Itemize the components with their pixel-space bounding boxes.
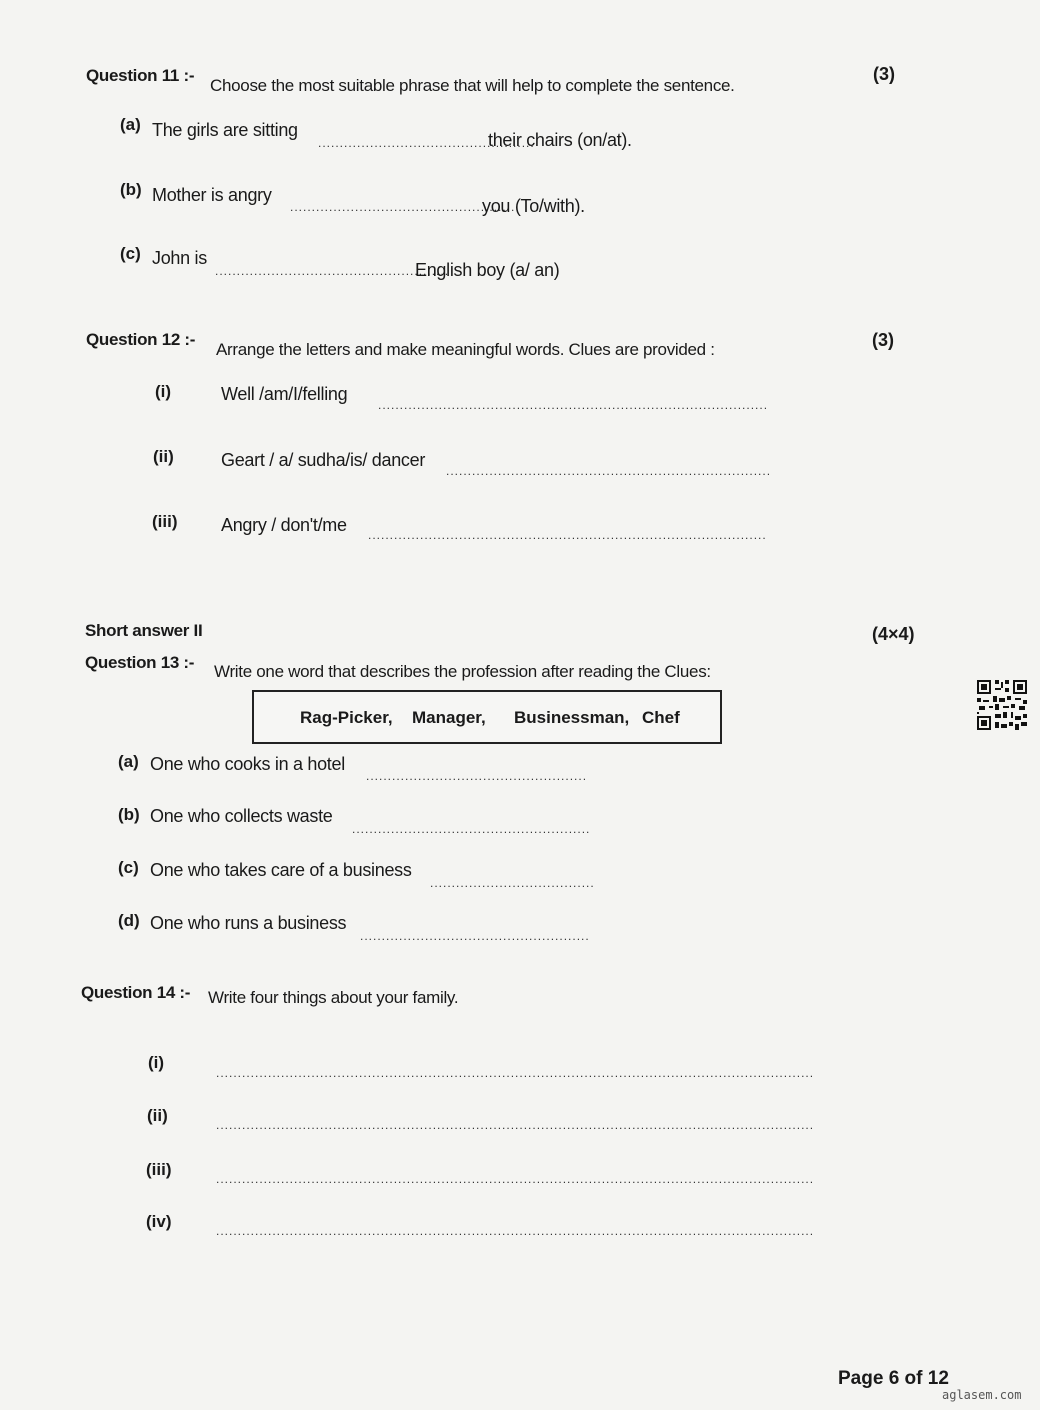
q11-item-b-blank[interactable]: .................................................... bbox=[290, 200, 516, 214]
q13-item-a-text: One who cooks in a hotel bbox=[150, 754, 345, 774]
q11-marks: (3) bbox=[873, 64, 895, 84]
clues-box bbox=[252, 690, 722, 744]
q12-marks: (3) bbox=[872, 330, 894, 350]
section-title: Short answer II bbox=[85, 621, 203, 640]
q11-item-a-after: their chairs (on/at). bbox=[488, 130, 632, 150]
q13-item-b-label: (b) bbox=[118, 805, 140, 824]
q14-item-ii-blank[interactable]: .......................................................................................................................................... bbox=[216, 1118, 815, 1132]
q11-prompt: Choose the most suitable phrase that will help to complete the sentence. bbox=[210, 76, 735, 95]
q14-item-iii-label: (iii) bbox=[146, 1160, 172, 1179]
q12-prompt: Arrange the letters and make meaningful words. Clues are provided : bbox=[216, 340, 715, 359]
q13-item-b-blank[interactable]: ....................................................... bbox=[352, 822, 591, 836]
q14-item-i-label: (i) bbox=[148, 1053, 165, 1072]
page-number: Page 6 of 12 bbox=[838, 1368, 949, 1389]
q12-item-ii-label: (ii) bbox=[153, 447, 174, 466]
qr-code-icon bbox=[977, 680, 1027, 730]
q11-item-b-before: Mother is angry bbox=[152, 185, 272, 205]
q13-prompt: Write one word that describes the profession after reading the Clues: bbox=[214, 662, 711, 681]
q14-item-iv-blank[interactable]: .......................................................................................................................................... bbox=[216, 1224, 815, 1238]
q12-item-i-blank[interactable]: .......................................................................................... bbox=[378, 398, 769, 412]
q11-item-c-before: John is bbox=[152, 248, 207, 268]
q12-item-ii-text: Geart / a/ sudha/is/ dancer bbox=[221, 450, 426, 470]
q12-item-iii-blank[interactable]: ............................................................................................ bbox=[368, 528, 767, 542]
q12-item-iii-label: (iii) bbox=[152, 512, 178, 531]
q13-item-d-blank[interactable]: ..................................................... bbox=[360, 929, 590, 943]
q11-item-c-after: English boy (a/ an) bbox=[415, 260, 560, 280]
q14-item-ii-label: (ii) bbox=[147, 1106, 168, 1125]
q14-item-iii-blank[interactable]: .......................................................................................................................................... bbox=[216, 1172, 815, 1186]
q13-item-d-label: (d) bbox=[118, 911, 140, 930]
q13-item-c-label: (c) bbox=[118, 858, 139, 877]
q12-item-i-text: Well /am/I/felling bbox=[221, 384, 348, 404]
section-marks: (4×4) bbox=[872, 624, 915, 644]
q12-item-i-label: (i) bbox=[155, 382, 172, 401]
q11-item-c-label: (c) bbox=[120, 244, 141, 263]
q13-item-c-text: One who takes care of a business bbox=[150, 860, 412, 880]
q11-item-a-before: The girls are sitting bbox=[152, 120, 298, 140]
q13-item-a-blank[interactable]: ................................................... bbox=[366, 769, 588, 783]
site-watermark: aglasem.com bbox=[942, 1388, 1022, 1402]
q12-item-ii-blank[interactable]: ........................................................................... bbox=[446, 464, 772, 478]
clue-businessman: Businessman, bbox=[514, 708, 630, 727]
q12-item-iii-text: Angry / don't/me bbox=[221, 515, 347, 535]
q14-item-i-blank[interactable]: .......................................................................................................................................... bbox=[216, 1066, 815, 1080]
q13-title: Question 13 :- bbox=[85, 653, 195, 672]
q14-title: Question 14 :- bbox=[81, 983, 191, 1002]
q11-title: Question 11 :- bbox=[86, 66, 195, 85]
q14-prompt: Write four things about your family. bbox=[208, 988, 459, 1007]
q13-item-d-text: One who runs a business bbox=[150, 913, 347, 933]
q13-item-b-text: One who collects waste bbox=[150, 806, 333, 826]
clue-rag-picker: Rag-Picker, bbox=[300, 708, 393, 727]
q13-item-a-label: (a) bbox=[118, 752, 139, 771]
clue-chef: Chef bbox=[642, 708, 680, 727]
q11-item-a-label: (a) bbox=[120, 115, 141, 134]
q12-title: Question 12 :- bbox=[86, 330, 196, 349]
q11-item-b-label: (b) bbox=[120, 180, 142, 199]
q11-item-a-blank[interactable]: .................................................. bbox=[318, 136, 535, 150]
q11-item-c-blank[interactable]: ...................................................... bbox=[215, 264, 450, 278]
q13-item-c-blank[interactable]: ...................................... bbox=[430, 876, 595, 890]
q11-item-b-after: you (To/with). bbox=[482, 196, 585, 216]
q14-item-iv-label: (iv) bbox=[146, 1212, 172, 1231]
clue-manager: Manager, bbox=[412, 708, 486, 727]
